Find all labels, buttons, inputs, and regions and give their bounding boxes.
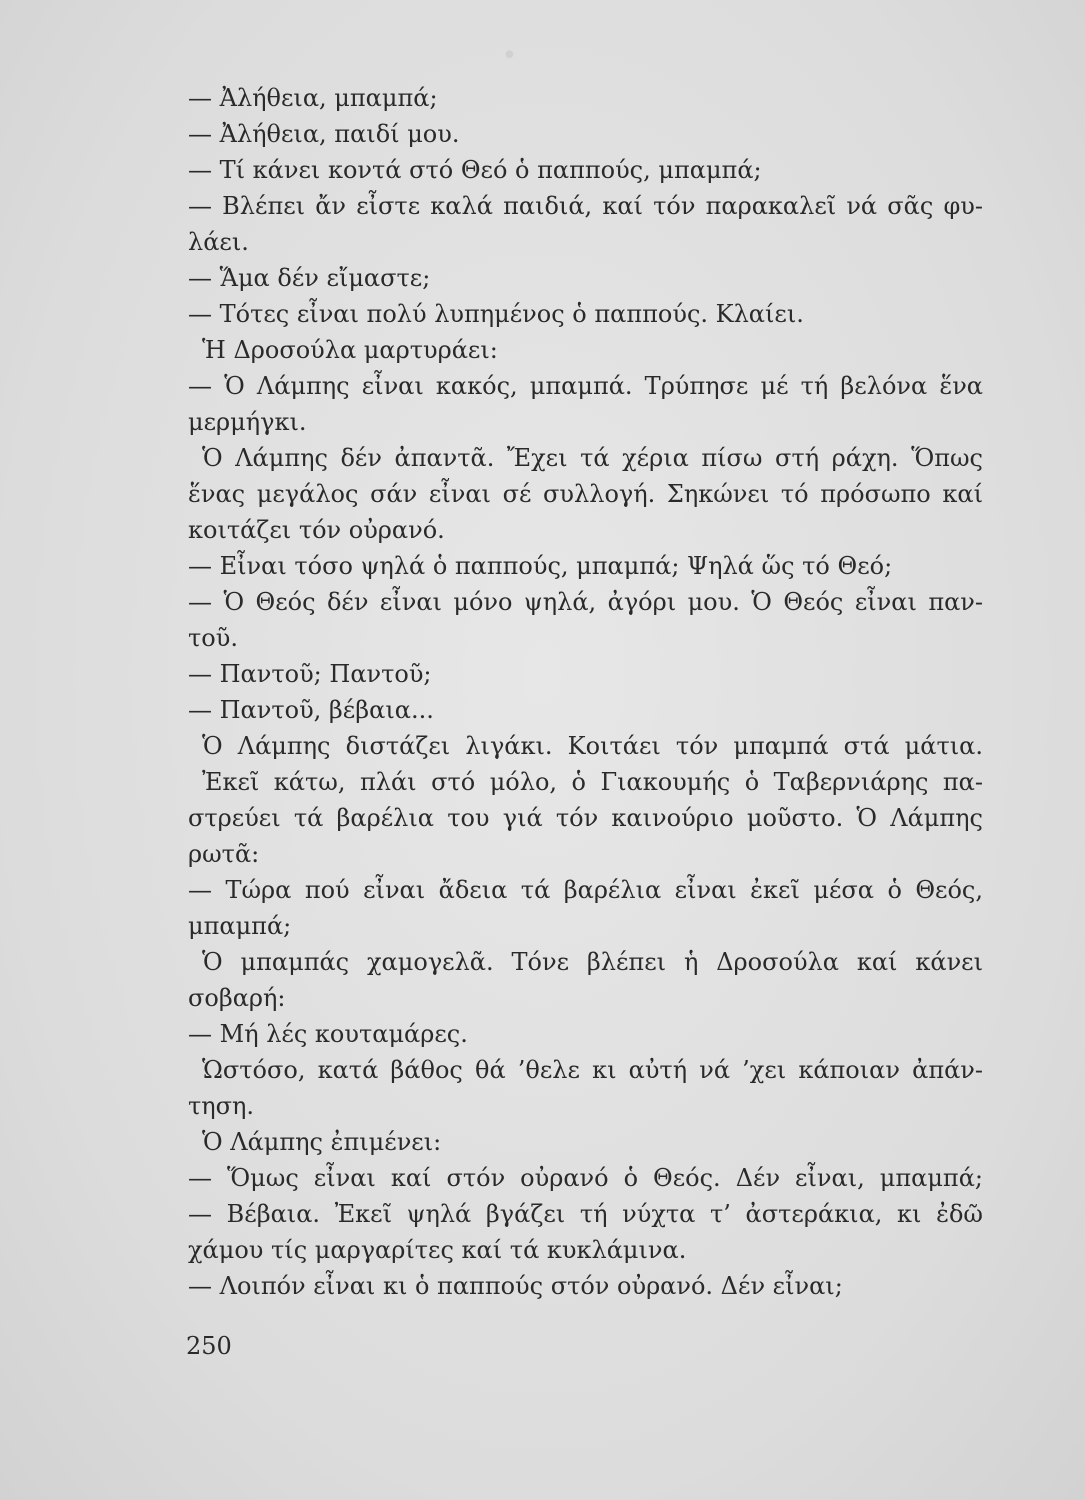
page-number: 250 xyxy=(186,1332,232,1360)
text-line: — Ὁ Θεός δέν εἶναι μόνο ψηλά, ἀγόρι μου. Ὁ Θεός εἶναι παν- xyxy=(188,588,983,616)
bleed-through-mark: · xyxy=(495,19,524,91)
text-line: — Βλέπει ἄν εἶστε καλά παιδιά, καί τόν παρακαλεῖ νά σᾶς φυ- xyxy=(188,192,983,220)
text-line: — Τότες εἶναι πολύ λυπημένος ὁ παππούς. Κλαίει. xyxy=(188,300,804,328)
text-line: — Ἀλήθεια, μπαμπά; xyxy=(188,84,438,112)
text-line: — Παντοῦ, βέβαια... xyxy=(188,696,434,724)
text-line: τοῦ. xyxy=(188,624,238,652)
text-line: — Ὅμως εἶναι καί στόν οὐρανό ὁ Θεός. Δέν εἶναι, μπαμπά; xyxy=(188,1164,983,1192)
text-line: λάει. xyxy=(188,228,249,256)
text-line: Ὡστόσο, κατά βάθος θά ’θελε κι αὐτή νά ’χει κάποιαν ἀπάν- xyxy=(202,1056,983,1084)
text-line: τηση. xyxy=(188,1092,255,1120)
text-line: μερμήγκι. xyxy=(188,408,307,436)
text-line: χάμου τίς μαργαρίτες καί τά κυκλάμινα. xyxy=(188,1236,687,1264)
text-line: σοβαρή: xyxy=(188,984,286,1012)
text-line: Ὁ μπαμπάς χαμογελᾶ. Τόνε βλέπει ἡ Δροσούλα καί κάνει xyxy=(202,948,983,976)
text-line: — Ἅμα δέν εἴμαστε; xyxy=(188,264,431,292)
text-line: Ὁ Λάμπης ἐπιμένει: xyxy=(202,1128,442,1156)
text-line: Ὁ Λάμπης διστάζει λιγάκι. Κοιτάει τόν μπαμπά στά μάτια. xyxy=(202,732,983,760)
text-line: ἕνας μεγάλος σάν εἶναι σέ συλλογή. Σηκώνει τό πρόσωπο καί xyxy=(188,480,983,508)
text-line: — Ὁ Λάμπης εἶναι κακός, μπαμπά. Τρύπησε μέ τή βελόνα ἕνα xyxy=(188,372,983,400)
text-line: — Βέβαια. Ἐκεῖ ψηλά βγάζει τή νύχτα τ’ ἀστεράκια, κι ἐδῶ xyxy=(188,1200,983,1228)
text-line: μπαμπά; xyxy=(188,912,292,940)
text-line: — Τί κάνει κοντά στό Θεό ὁ παππούς, μπαμπά; xyxy=(188,156,762,184)
text-line: — Τώρα πού εἶναι ἄδεια τά βαρέλια εἶναι ἐκεῖ μέσα ὁ Θεός, xyxy=(188,876,983,904)
text-line: κοιτάζει τόν οὐρανό. xyxy=(188,516,445,544)
text-line: στρεύει τά βαρέλια του γιά τόν καινούριο μοῦστο. Ὁ Λάμπης xyxy=(188,804,983,832)
text-line: — Μή λές κουταμάρες. xyxy=(188,1020,468,1048)
text-body xyxy=(188,80,983,1304)
text-line: ρωτᾶ: xyxy=(188,840,260,868)
text-line: Ἡ Δροσούλα μαρτυράει: xyxy=(202,336,498,364)
text-line: — Εἶναι τόσο ψηλά ὁ παππούς, μπαμπά; Ψηλά ὥς τό Θεό; xyxy=(188,552,893,580)
text-line: Ὁ Λάμπης δέν ἀπαντᾶ. Ἔχει τά χέρια πίσω στή ράχη. Ὅπως xyxy=(202,444,983,472)
text-line: Ἐκεῖ κάτω, πλάι στό μόλο, ὁ Γιακουμής ὁ Ταβερνιάρης πα- xyxy=(202,768,983,796)
text-line: — Ἀλήθεια, παιδί μου. xyxy=(188,120,460,148)
text-line: — Παντοῦ; Παντοῦ; xyxy=(188,660,432,688)
text-line: — Λοιπόν εἶναι κι ὁ παππούς στόν οὐρανό. Δέν εἶναι; xyxy=(188,1272,843,1300)
